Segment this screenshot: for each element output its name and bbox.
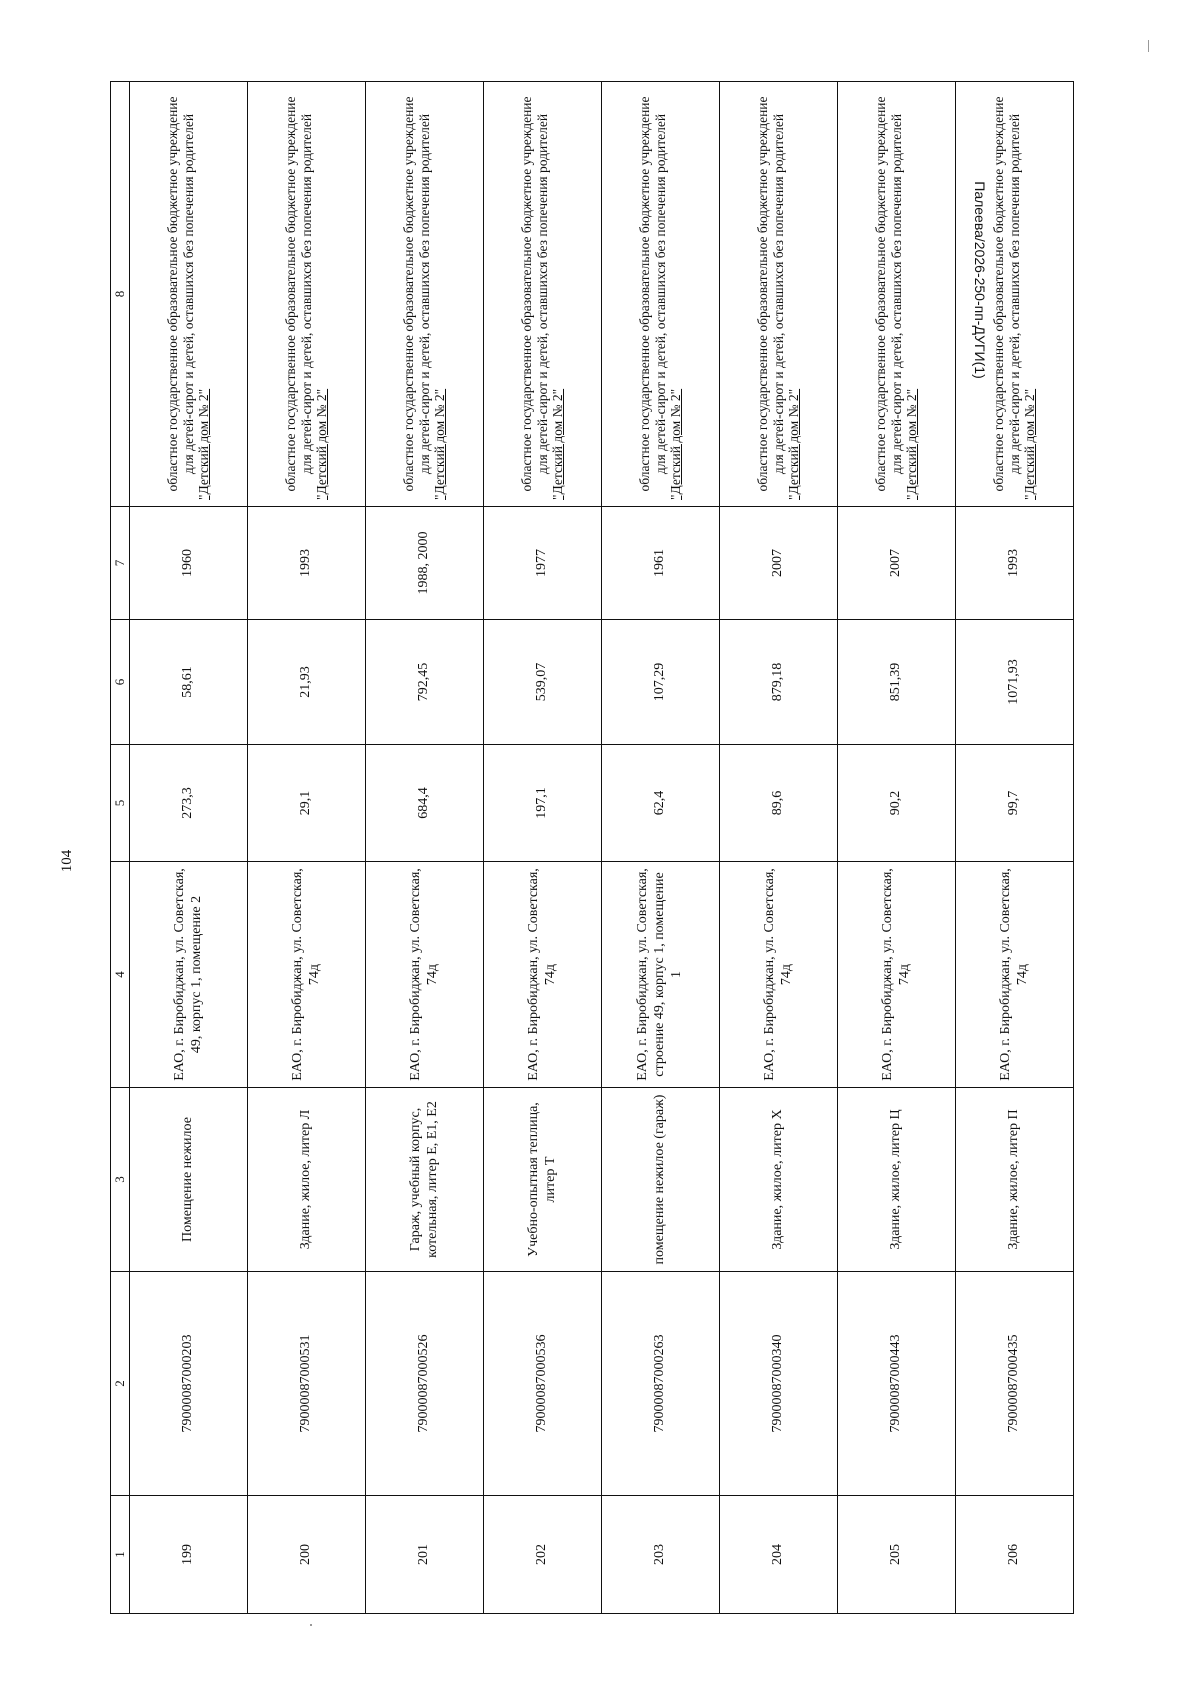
cadastral-number-cell: 79000087000536: [484, 1272, 602, 1496]
value-cell: 851,39: [838, 620, 956, 745]
row-number-cell: 199: [130, 1496, 248, 1614]
holder-text: областное государственное образовательное бюджетное учреждение для детей-сирот и детей, оставшихся без попечения родителей: [873, 96, 904, 492]
table-row: [838, 82, 956, 1614]
year-cell: 1993: [248, 507, 366, 620]
holder-institution-name: "Детский дом № 2": [904, 388, 920, 500]
area-cell: 684,4: [366, 745, 484, 862]
holder-cell: [484, 82, 602, 507]
holder-institution-name: "Детский дом № 2": [550, 388, 566, 500]
holder-institution-name: "Детский дом № 2": [432, 388, 448, 500]
address-cell: ЕАО, г. Биробиджан, ул. Советская, 74д: [248, 862, 366, 1088]
holder-cell: [248, 82, 366, 507]
scan-speck: [310, 1624, 312, 1626]
value-cell: 1071,93: [956, 620, 1074, 745]
row-number-cell: 203: [602, 1496, 720, 1614]
cadastral-number-cell: 79000087000526: [366, 1272, 484, 1496]
holder-institution-name: "Детский дом № 2": [786, 388, 802, 500]
registry-table-container: [110, 82, 1038, 1614]
table-row: [366, 82, 484, 1614]
area-cell: 99,7: [956, 745, 1074, 862]
property-registry-table: [110, 81, 1074, 1614]
object-name-cell: помещение нежилое (гараж): [602, 1088, 720, 1272]
address-cell: ЕАО, г. Биробиджан, ул. Советская, строение 49, корпус 1, помещение 1: [602, 862, 720, 1088]
year-cell: 1960: [130, 507, 248, 620]
holder-cell: [602, 82, 720, 507]
table-row: [956, 82, 1074, 1614]
holder-institution-name: "Детский дом № 2": [314, 388, 330, 500]
cadastral-number-cell: 79000087000203: [130, 1272, 248, 1496]
object-name-cell: Здание, жилое, литер Л: [248, 1088, 366, 1272]
holder-cell: [838, 82, 956, 507]
row-number-cell: 200: [248, 1496, 366, 1614]
page-number: 104: [59, 849, 75, 873]
holder-text: областное государственное образовательное бюджетное учреждение для детей-сирот и детей, оставшихся без попечения родителей: [637, 96, 668, 492]
column-number: 7: [111, 507, 130, 620]
document-code: Палеева/2026-250-пп-ДУГИ(1): [972, 181, 988, 379]
address-cell: ЕАО, г. Биробиджан, ул. Советская, 74д: [366, 862, 484, 1088]
holder-cell: [720, 82, 838, 507]
object-name-cell: Здание, жилое, литер Ц: [838, 1088, 956, 1272]
column-number: 5: [111, 745, 130, 862]
rotated-page-content: [110, 82, 1038, 1614]
object-name-cell: Здание, жилое, литер Х: [720, 1088, 838, 1272]
column-number: 8: [111, 82, 130, 507]
address-cell: ЕАО, г. Биробиджан, ул. Советская, 74д: [720, 862, 838, 1088]
address-cell: ЕАО, г. Биробиджан, ул. Советская, 49, корпус 1, помещение 2: [130, 862, 248, 1088]
holder-cell: [956, 82, 1074, 507]
cadastral-number-cell: 79000087000531: [248, 1272, 366, 1496]
cadastral-number-cell: 79000087000443: [838, 1272, 956, 1496]
table-row: [130, 82, 248, 1614]
value-cell: 792,45: [366, 620, 484, 745]
year-cell: 1988, 2000: [366, 507, 484, 620]
value-cell: 879,18: [720, 620, 838, 745]
holder-text: областное государственное образовательное бюджетное учреждение для детей-сирот и детей, оставшихся без попечения родителей: [401, 96, 432, 492]
row-number-cell: 204: [720, 1496, 838, 1614]
holder-institution-name: "Детский дом № 2": [196, 388, 212, 500]
table-row: [602, 82, 720, 1614]
cadastral-number-cell: 79000087000263: [602, 1272, 720, 1496]
area-cell: 273,3: [130, 745, 248, 862]
holder-text: областное государственное образовательное бюджетное учреждение для детей-сирот и детей, оставшихся без попечения родителей: [519, 96, 550, 492]
holder-institution-name: "Детский дом № 2": [1022, 388, 1038, 500]
scan-mark: [1148, 40, 1149, 52]
row-number-cell: 202: [484, 1496, 602, 1614]
column-number-row: [111, 82, 130, 1614]
holder-text: областное государственное образовательное бюджетное учреждение для детей-сирот и детей, оставшихся без попечения родителей: [283, 96, 314, 492]
area-cell: 62,4: [602, 745, 720, 862]
address-cell: ЕАО, г. Биробиджан, ул. Советская, 74д: [956, 862, 1074, 1088]
year-cell: 2007: [720, 507, 838, 620]
area-cell: 89,6: [720, 745, 838, 862]
holder-text: областное государственное образовательное бюджетное учреждение для детей-сирот и детей, оставшихся без попечения родителей: [165, 96, 196, 492]
holder-cell: [366, 82, 484, 507]
column-number: 3: [111, 1088, 130, 1272]
table-row: [484, 82, 602, 1614]
column-number: 2: [111, 1272, 130, 1496]
value-cell: 58,61: [130, 620, 248, 745]
address-cell: ЕАО, г. Биробиджан, ул. Советская, 74д: [484, 862, 602, 1088]
column-number: 1: [111, 1496, 130, 1614]
area-cell: 90,2: [838, 745, 956, 862]
object-name-cell: Учебно-опытная теплица, литер Т: [484, 1088, 602, 1272]
area-cell: 29,1: [248, 745, 366, 862]
area-cell: 197,1: [484, 745, 602, 862]
value-cell: 21,93: [248, 620, 366, 745]
row-number-cell: 206: [956, 1496, 1074, 1614]
column-number: 4: [111, 862, 130, 1088]
year-cell: 1977: [484, 507, 602, 620]
row-number-cell: 201: [366, 1496, 484, 1614]
value-cell: 539,07: [484, 620, 602, 745]
cadastral-number-cell: 79000087000435: [956, 1272, 1074, 1496]
year-cell: 1961: [602, 507, 720, 620]
object-name-cell: Помещение нежилое: [130, 1088, 248, 1272]
object-name-cell: Здание, жилое, литер П: [956, 1088, 1074, 1272]
cadastral-number-cell: 79000087000340: [720, 1272, 838, 1496]
table-row: [720, 82, 838, 1614]
holder-text: областное государственное образовательное бюджетное учреждение для детей-сирот и детей, оставшихся без попечения родителей: [755, 96, 786, 492]
holder-cell: [130, 82, 248, 507]
year-cell: 2007: [838, 507, 956, 620]
row-number-cell: 205: [838, 1496, 956, 1614]
year-cell: 1993: [956, 507, 1074, 620]
holder-institution-name: "Детский дом № 2": [668, 388, 684, 500]
column-number: 6: [111, 620, 130, 745]
value-cell: 107,29: [602, 620, 720, 745]
holder-text: областное государственное образовательное бюджетное учреждение для детей-сирот и детей, оставшихся без попечения родителей: [991, 96, 1022, 492]
address-cell: ЕАО, г. Биробиджан, ул. Советская, 74д: [838, 862, 956, 1088]
table-row: [248, 82, 366, 1614]
object-name-cell: Гараж, учебный корпус, котельная, литер Е, Е1, Е2: [366, 1088, 484, 1272]
